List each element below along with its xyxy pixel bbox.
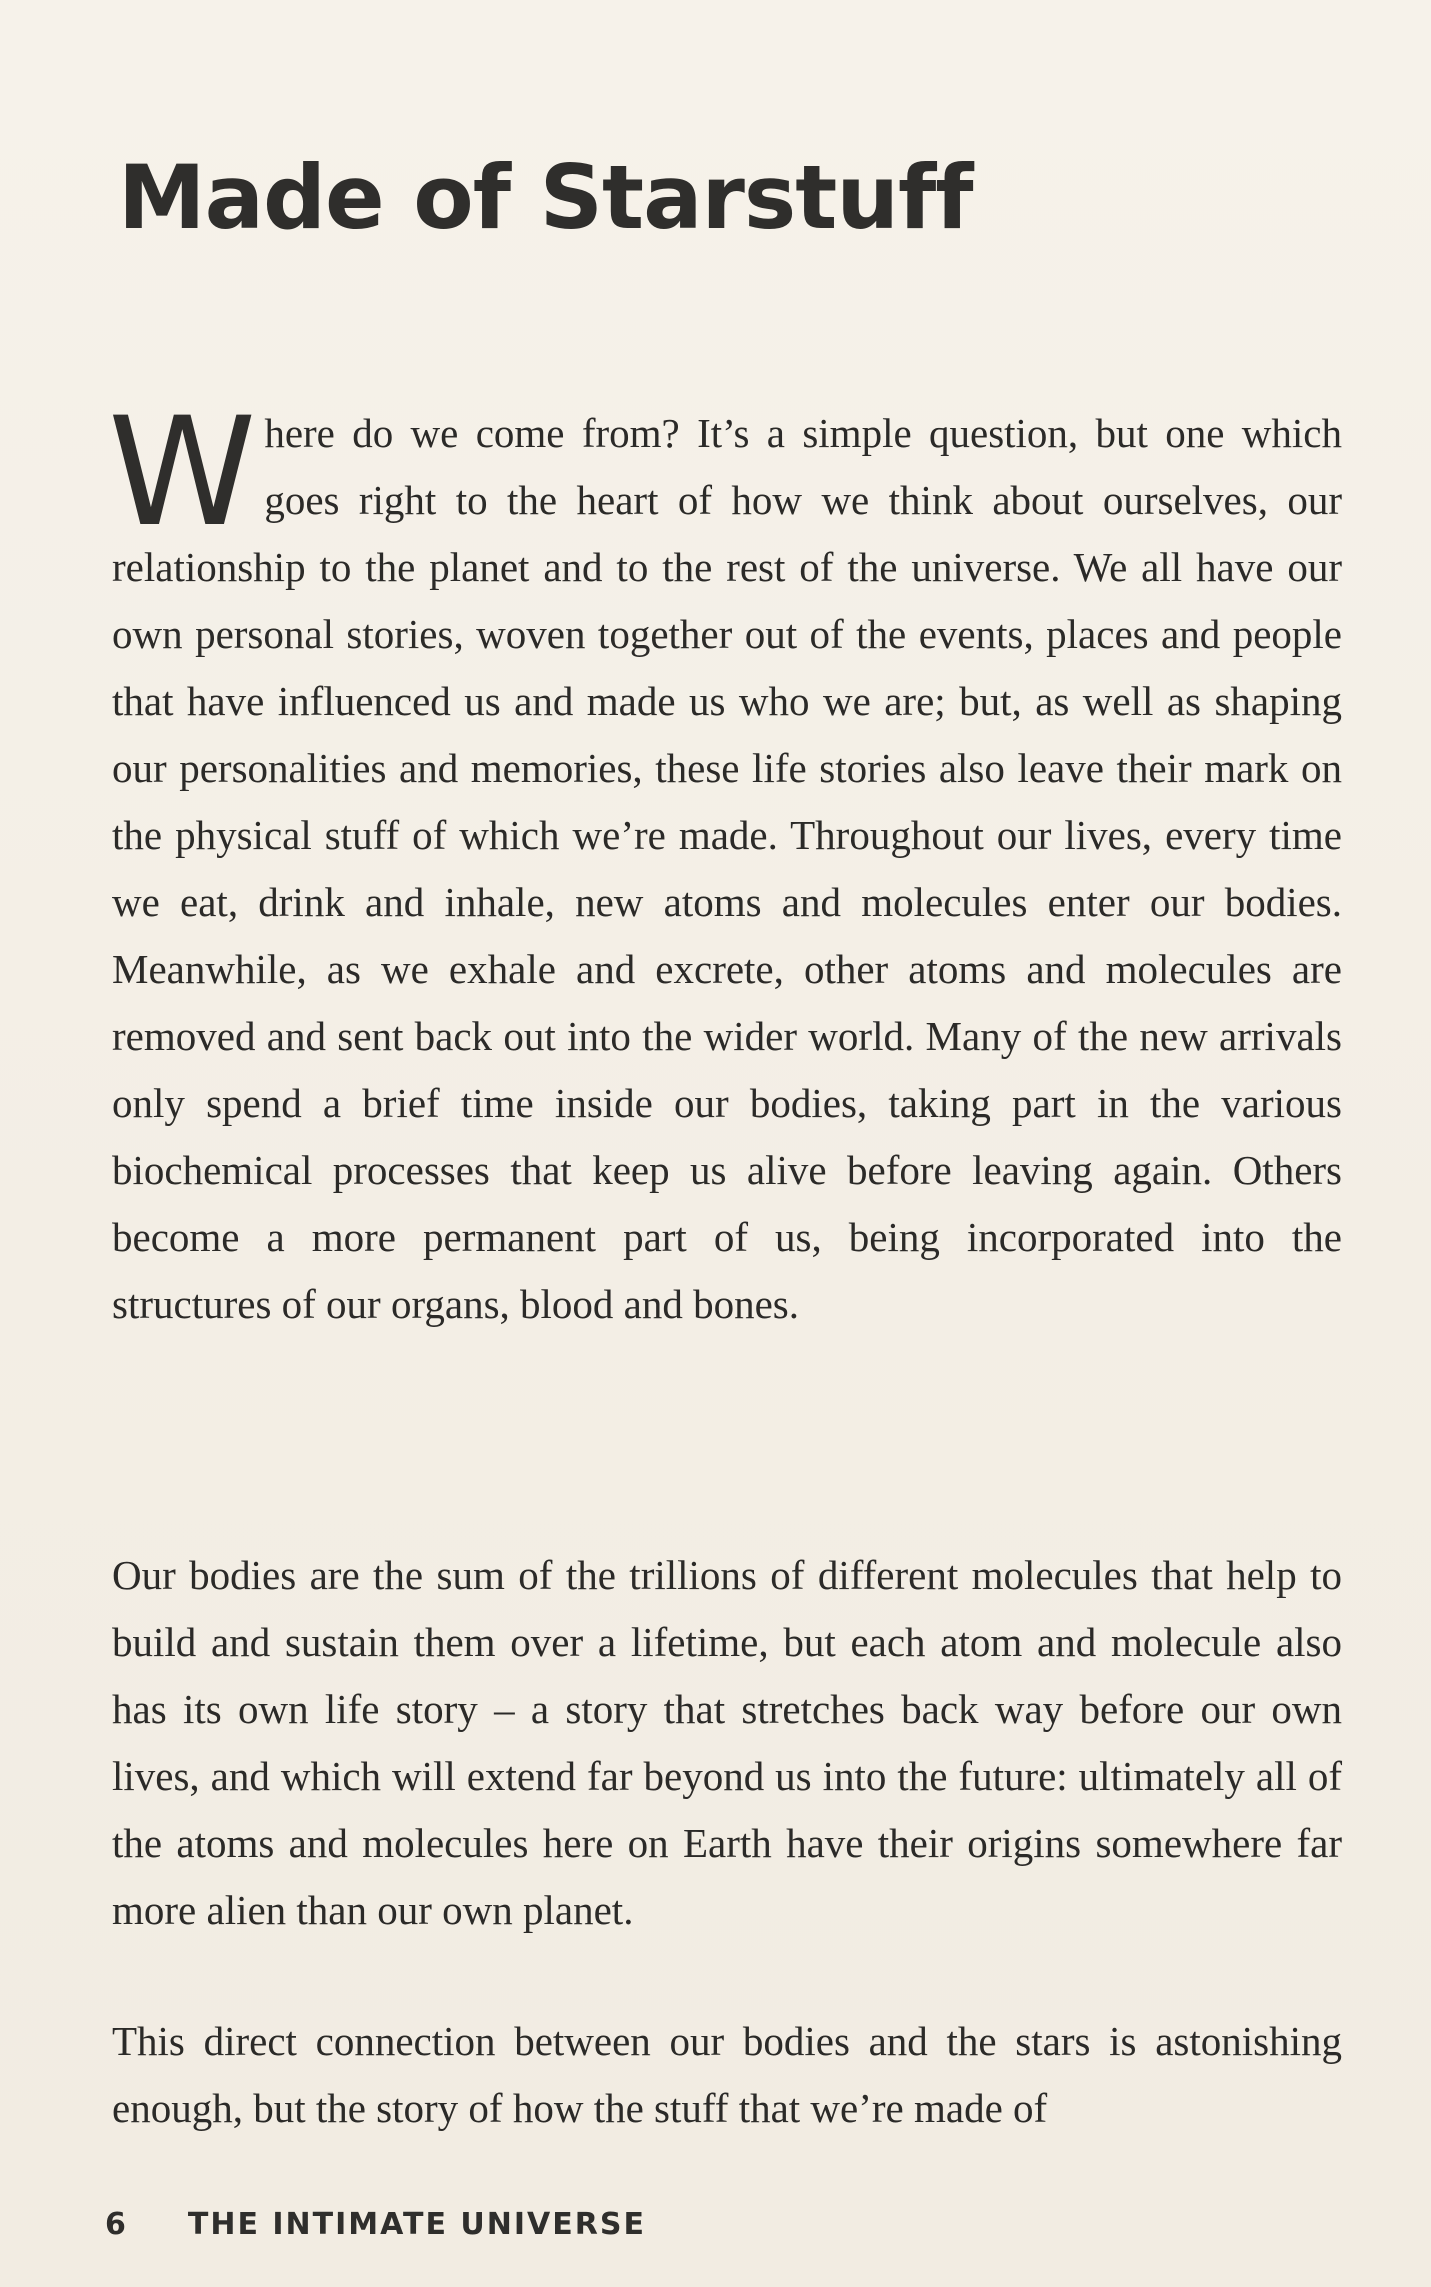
paragraph-1-text: here do we come from? It’s a simple question, but one which goes right to the heart of how we think about ourselves, our relationship to the planet and to the rest of the universe. We all have our own personal stories, woven together out of the events, places and people that have influenced us and made us who we are; but, as well as shaping our personalities and memories, these life stories also leave their mark on the physical stuff of which we’re made. Throughout our lives, every time we eat, drink and inhale, new atoms and molecules enter our bodies. Meanwhile, as we exhale and excrete, other atoms and molecules are removed and sent back out into the wider world. Many of the new arrivals only spend a brief time inside our bodies, taking part in the various biochemical processes that keep us alive before leaving again. Others become a more permanent part of us, being incorporated into the structures of our organs, blood and bones. xyxy=(112,410,1342,1327)
page-number: 6 xyxy=(105,2207,128,2242)
running-title: THE INTIMATE UNIVERSE xyxy=(187,2207,646,2242)
drop-cap: W xyxy=(108,386,249,560)
paragraph-2: Our bodies are the sum of the trillions of different molecules that help to build and sustain them over a lifetime, but each atom and molecule also has its own life story – a story that stretches back way before our own lives, and which will extend far beyond us into the future: ultimately all of the atoms and molecules here on Earth have their origins somewhere far more alien than our own planet. xyxy=(112,1552,1342,1933)
chapter-title: Made of Starstuff xyxy=(118,146,973,249)
paragraph-3: This direct connection between our bodies and the stars is astonishing enough, but the story of how the stuff that we’re made of xyxy=(112,2018,1342,2131)
paragraph-1 xyxy=(108,386,1342,1338)
page-footer xyxy=(105,2207,646,2242)
